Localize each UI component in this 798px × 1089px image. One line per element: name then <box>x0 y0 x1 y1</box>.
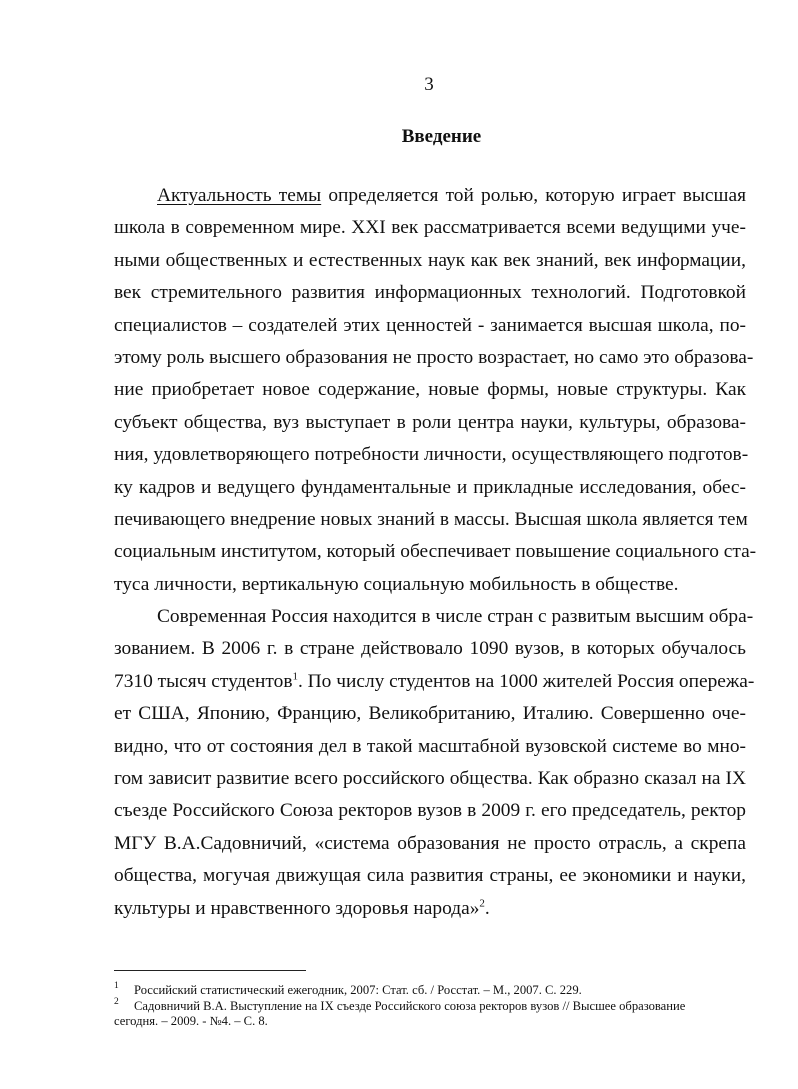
paragraph-2-line: съезде Российского Союза ректоров вузов в 2009 г. его председатель, ректор <box>114 800 746 822</box>
footnote-1 <box>114 983 746 999</box>
paragraph-2-line-text: 7310 тысяч студентов <box>114 670 293 692</box>
paragraph-1-line: ние приобретает новое содержание, новые формы, новые структуры. Как <box>114 379 746 401</box>
footnote-ref-2[interactable]: 2 <box>479 897 485 910</box>
paragraph-2-line: видно, что от состояния дел в такой масштабной вузовской системе во мно- <box>114 735 746 757</box>
paragraph-2-line: ет США, Японию, Францию, Великобританию, Италию. Совершенно оче- <box>114 703 746 725</box>
paragraph-2-line <box>114 666 755 698</box>
paragraph-2-line: гом зависит развитие всего российского общества. Как образно сказал на IX <box>114 768 746 790</box>
paragraph-2-line <box>114 893 746 925</box>
paragraph-2-line-text: . По числу студентов на 1000 жителей Россия опережа- <box>297 670 755 692</box>
paragraph-1-line-text: определяется той ролью, которую играет высшая <box>321 185 746 206</box>
paragraph-2-line: Современная Россия находится в числе стран с развитым высшим обра- <box>157 606 754 628</box>
footnote-text: Садовничий В.А. Выступление на IX съезде Российского союза ректоров вузов // Высшее образование <box>134 998 686 1013</box>
paragraph-2-line-text: . <box>484 897 490 919</box>
page-number: 3 <box>424 74 434 95</box>
paragraph-1-line: туса личности, вертикальную социальную мобильность в обществе. <box>114 573 679 595</box>
topic-relevance-lead: Актуальность темы <box>157 185 322 206</box>
paragraph-1-line: социальным институтом, который обеспечивает повышение социального ста- <box>114 541 757 563</box>
paragraph-1-line: этому роль высшего образования не просто возрастает, но само это образова- <box>114 346 754 368</box>
footnote-mark: 2 <box>114 996 119 1007</box>
paragraph-2-line: общества, могучая движущая сила развития страны, ее экономики и науки, <box>114 865 746 887</box>
footnote-text: Российский статистический ежегодник, 2007: Стат. сб. / Росстат. – М., 2007. С. 229. <box>134 983 582 997</box>
paragraph-1-line: специалистов – создателей этих ценностей - занимается высшая школа, по- <box>114 314 746 336</box>
footnote-mark: 1 <box>114 981 119 991</box>
footnote-2 <box>114 996 746 1030</box>
footnotes <box>114 983 746 1030</box>
paragraph-2-line-text: культуры и нравственного здоровья народа» <box>114 897 480 919</box>
body-text <box>114 180 757 925</box>
paragraph-1-line: субъект общества, вуз выступает в роли центра науки, культуры, образова- <box>114 411 746 433</box>
paragraph-1-line: ку кадров и ведущего фундаментальные и прикладные исследования, обес- <box>114 476 746 498</box>
paragraph-2-line: зованием. В 2006 г. в стране действовало 1090 вузов, в которых обучалось <box>114 638 746 660</box>
footnote-text: сегодня. – 2009. - №4. – С. 8. <box>114 1014 268 1028</box>
paragraph-1-line: век стремительного развития информационных технологий. Подготовкой <box>114 282 746 304</box>
section-title: Введение <box>401 126 482 147</box>
footnote-divider <box>114 970 306 971</box>
paragraph-1-line: ными общественных и естественных наук как век знаний, век информации, <box>114 249 746 271</box>
paragraph-1-line: печивающего внедрение новых знаний в массы. Высшая школа является тем <box>114 508 748 530</box>
footnote-ref-1[interactable]: 1 <box>292 670 298 683</box>
paragraph-1-line: ния, удовлетворяющего потребности личности, осуществляющего подготов- <box>114 444 749 466</box>
paragraph-1-line: школа в современном мире. XXI век рассматривается всеми ведущими уче- <box>114 217 746 239</box>
paragraph-2-line: МГУ В.А.Садовничий, «система образования не просто отрасль, а скрепа <box>114 832 746 854</box>
paragraph-1-line <box>114 180 746 212</box>
